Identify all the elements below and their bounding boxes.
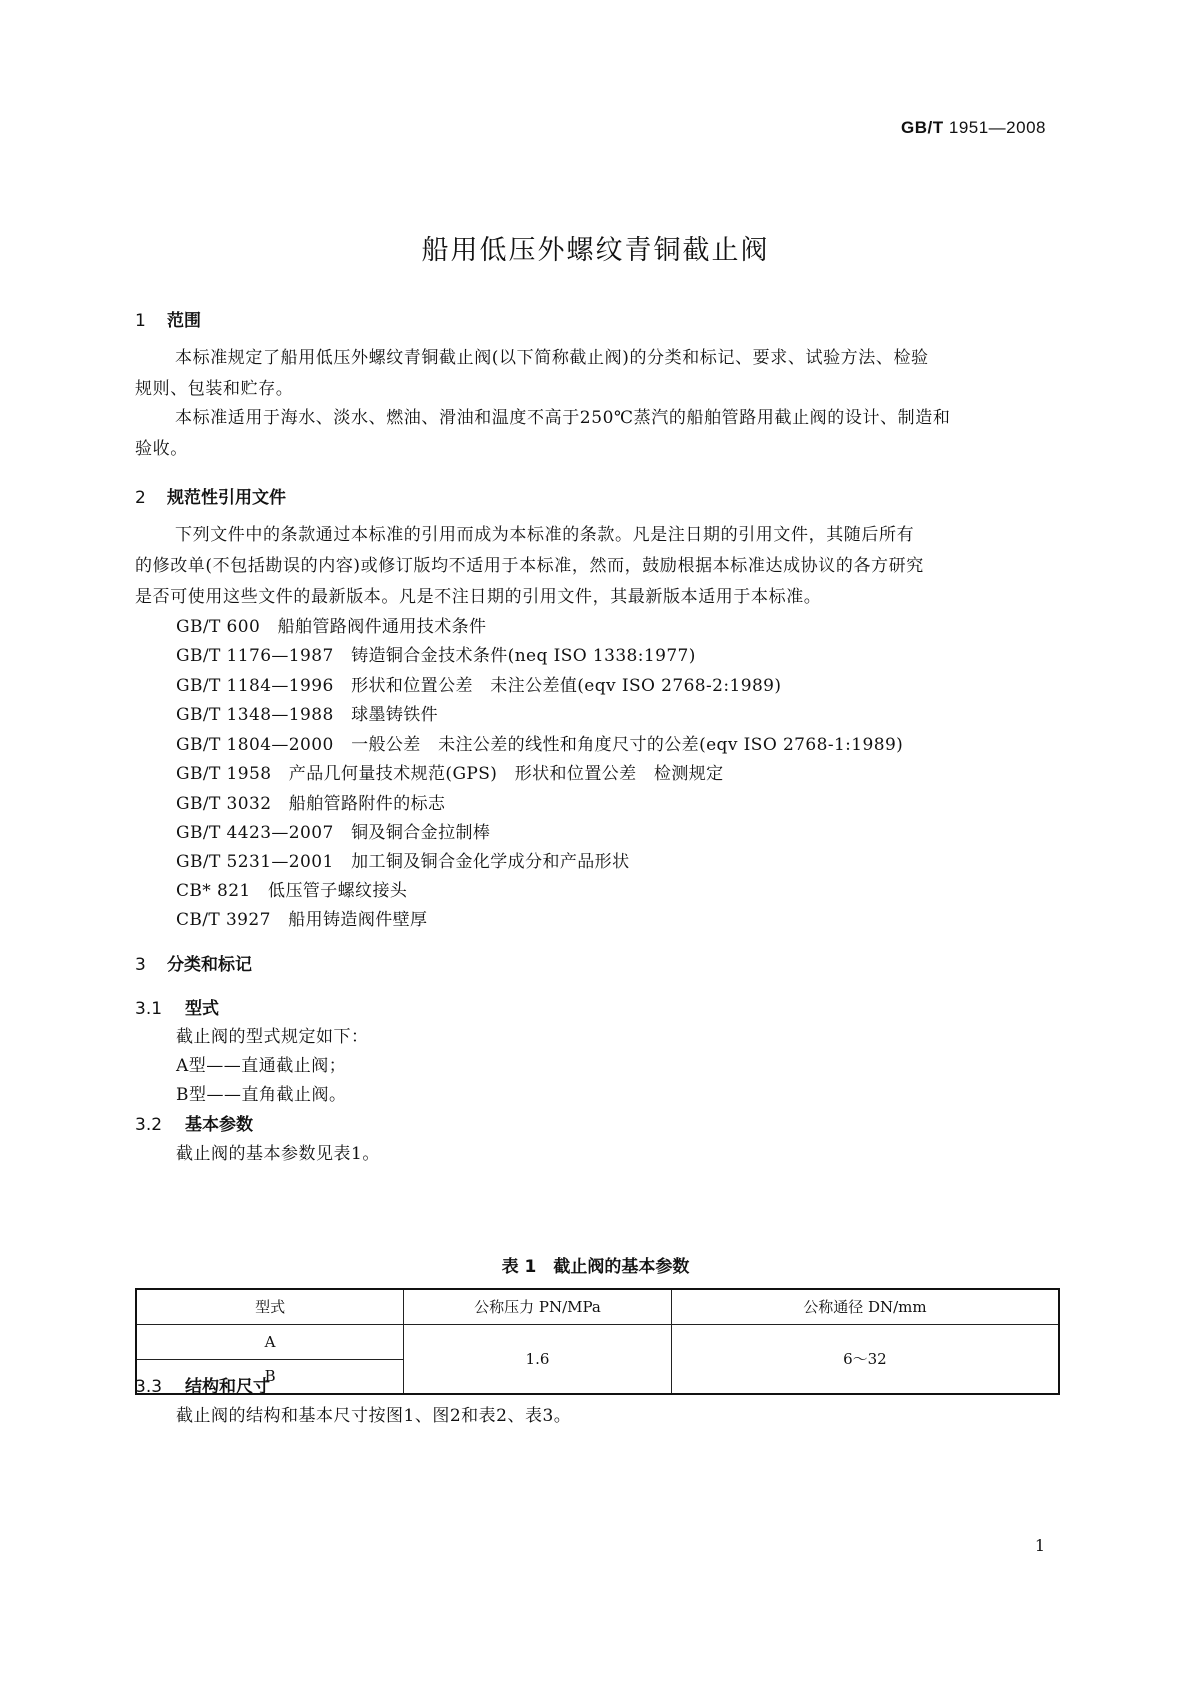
section-number: 2	[135, 488, 146, 508]
reference-item: GB/T 4423—2007 铜及铜合金拉制棒	[176, 823, 491, 843]
section-number: 3	[135, 955, 146, 975]
page-number: 1	[1034, 1536, 1045, 1555]
section-3-3-heading	[135, 1372, 270, 1397]
column-header-type: 型式	[136, 1289, 404, 1324]
document-title: 船用低压外螺纹青铜截止阀	[421, 235, 770, 266]
section-title: 结构和尺寸	[185, 1377, 270, 1397]
standard-code-prefix: GB/T	[901, 118, 944, 137]
reference-item: GB/T 600 船舶管路阀件通用技术条件	[176, 617, 487, 637]
table-caption: 表 1 截止阀的基本参数	[501, 1257, 690, 1277]
reference-item: GB/T 1804—2000 一般公差 未注公差的线性和角度尺寸的公差(eqv ISO 2768-1:1989)	[176, 735, 904, 755]
table-cell-diameter: 6～32	[671, 1324, 1059, 1394]
section-1-heading	[135, 306, 201, 331]
reference-item: GB/T 1958 产品几何量技术规范(GPS) 形状和位置公差 检测规定	[176, 764, 724, 784]
basic-params-text: 截止阀的基本参数见表1。	[176, 1144, 380, 1164]
type-intro: 截止阀的型式规定如下：	[176, 1027, 369, 1047]
reference-item: GB/T 1176—1987 铸造铜合金技术条件(neq ISO 1338:1977)	[176, 646, 696, 666]
section-title: 基本参数	[185, 1115, 253, 1135]
section-title: 规范性引用文件	[167, 488, 286, 508]
standard-code	[901, 118, 1046, 138]
type-a: A型——直通截止阀；	[176, 1056, 347, 1076]
text-line: 规则、包装和贮存。	[135, 379, 294, 399]
reference-item: CB/T 3927 船用铸造阀件壁厚	[176, 910, 428, 930]
table-cell-type: A	[136, 1324, 404, 1359]
section-3-1-heading	[135, 994, 219, 1019]
section-title: 范围	[167, 311, 201, 331]
reference-item: GB/T 1348—1988 球墨铸铁件	[176, 705, 439, 725]
basic-parameters-table	[135, 1288, 1060, 1395]
reference-item: GB/T 3032 船舶管路附件的标志	[176, 794, 446, 814]
table-row	[136, 1324, 1059, 1359]
section-1-paragraph-1	[135, 343, 1055, 405]
section-2-paragraph	[135, 520, 1055, 613]
text-line: 本标准适用于海水、淡水、燃油、滑油和温度不高于250℃蒸汽的船舶管路用截止阀的设计、制造和	[175, 408, 951, 428]
section-3-heading	[135, 950, 252, 975]
table-cell-pressure: 1.6	[404, 1324, 672, 1394]
column-header-diameter: 公称通径 DN/mm	[671, 1289, 1059, 1324]
section-3-2-heading	[135, 1110, 253, 1135]
reference-item: GB/T 5231—2001 加工铜及铜合金化学成分和产品形状	[176, 852, 630, 872]
table-cell-type: B	[136, 1359, 404, 1394]
table-header-row	[136, 1289, 1059, 1324]
section-2-heading	[135, 483, 286, 508]
text-line: 的修改单(不包括勘误的内容)或修订版均不适用于本标准，然而，鼓励根据本标准达成协议的各方研究	[135, 556, 924, 576]
text-line: 是否可使用这些文件的最新版本。凡是不注日期的引用文件，其最新版本适用于本标准。	[135, 587, 822, 607]
section-number: 3.3	[135, 1377, 163, 1397]
text-line: 下列文件中的条款通过本标准的引用而成为本标准的条款。凡是注日期的引用文件，其随后所有	[175, 525, 915, 545]
section-number: 3.1	[135, 999, 163, 1019]
section-1-paragraph-2	[135, 403, 1055, 465]
section-title: 型式	[185, 999, 219, 1019]
reference-item: CB* 821 低压管子螺纹接头	[176, 881, 408, 901]
type-b: B型——直角截止阀。	[176, 1085, 347, 1105]
section-title: 分类和标记	[167, 955, 252, 975]
reference-item: GB/T 1184—1996 形状和位置公差 未注公差值(eqv ISO 2768-2:1989)	[176, 676, 782, 696]
standard-code-number: 1951—2008	[948, 118, 1046, 137]
section-number: 1	[135, 311, 146, 331]
column-header-pressure: 公称压力 PN/MPa	[404, 1289, 672, 1324]
text-line: 验收。	[135, 439, 188, 459]
section-number: 3.2	[135, 1115, 163, 1135]
structure-text: 截止阀的结构和基本尺寸按图1、图2和表2、表3。	[176, 1406, 572, 1426]
text-line: 本标准规定了船用低压外螺纹青铜截止阀(以下简称截止阀)的分类和标记、要求、试验方法、检验	[175, 348, 929, 368]
